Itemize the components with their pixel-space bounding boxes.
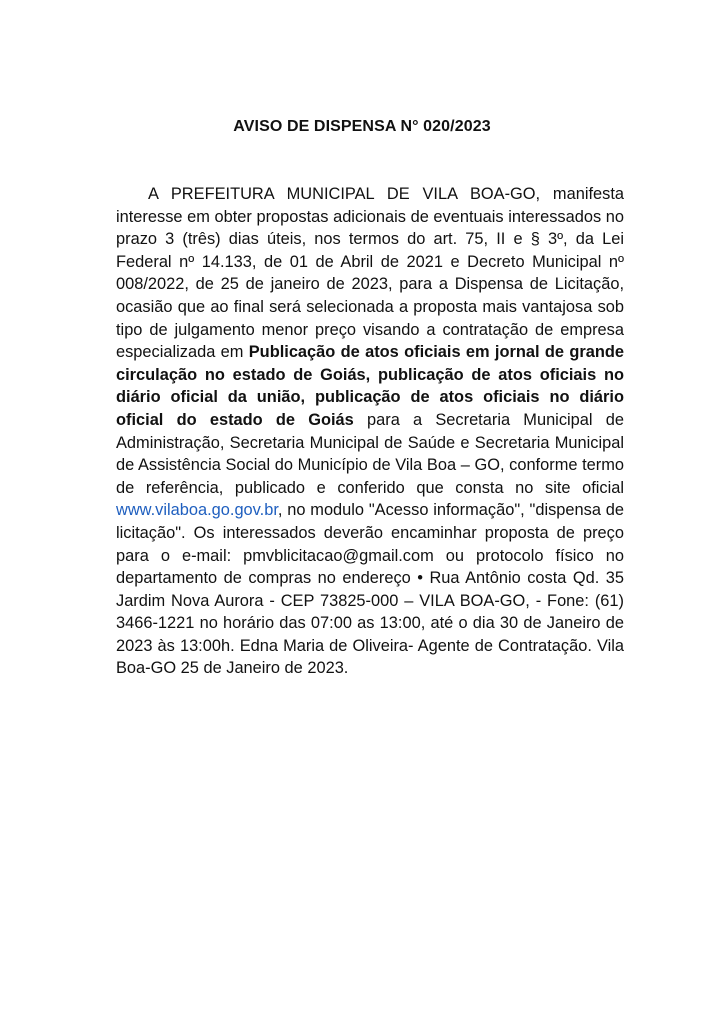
notice-text-closing: , no modulo "Acesso informação", "dispensa de licitação". Os interessados deverão encaminhar proposta de preço para o e-mail: pmvblicitacao@gmail.com ou protocolo físico no departamento de compras no endereço • Rua Antônio costa Qd. 35 Jardim Nova Aurora - CEP 73825-000 – VILA BOA-GO, - Fone: (61) 3466-1221 no horário das 07:00 as 13:00, até o dia 30 de Janeiro de 2023 às 13:00h. Edna Maria de Oliveira- Agente de Contratação. Vila Boa-GO 25 de Janeiro de 2023. xyxy=(116,501,624,678)
notice-object-bold: Publicação de atos oficiais em jornal de grande circulação no estado de Goiás, publicação de atos oficiais no diário oficial da união, publicação de atos oficiais no diário oficial do estado de Goiás xyxy=(116,343,624,429)
website-link[interactable]: www.vilaboa.go.gov.br xyxy=(116,501,278,520)
document-title: AVISO DE DISPENSA N° 020/2023 xyxy=(233,118,491,135)
notice-text-middle: para a Secretaria Municipal de Administração, Secretaria Municipal de Saúde e Secretaria Municipal de Assistência Social do Município de Vila Boa – GO, conforme termo de referência, publicado e conferido que consta no site oficial xyxy=(116,410,624,497)
notice-text-intro: A PREFEITURA MUNICIPAL DE VILA BOA-GO, manifesta interesse em obter propostas adicionais de eventuais interessados no prazo 3 (três) dias úteis, nos termos do art. 75, II e § 3º, da Lei Federal nº 14.133, de 01 de Abril de 2021 e Decreto Municipal nº 008/2022, de 25 de janeiro de 2023, para a Dispensa de Licitação, ocasião que ao final será selecionada a proposta mais vantajosa sob tipo de julgamento menor preço visando a contratação de empresa especializada em xyxy=(116,185,624,362)
notice-body xyxy=(116,183,624,680)
